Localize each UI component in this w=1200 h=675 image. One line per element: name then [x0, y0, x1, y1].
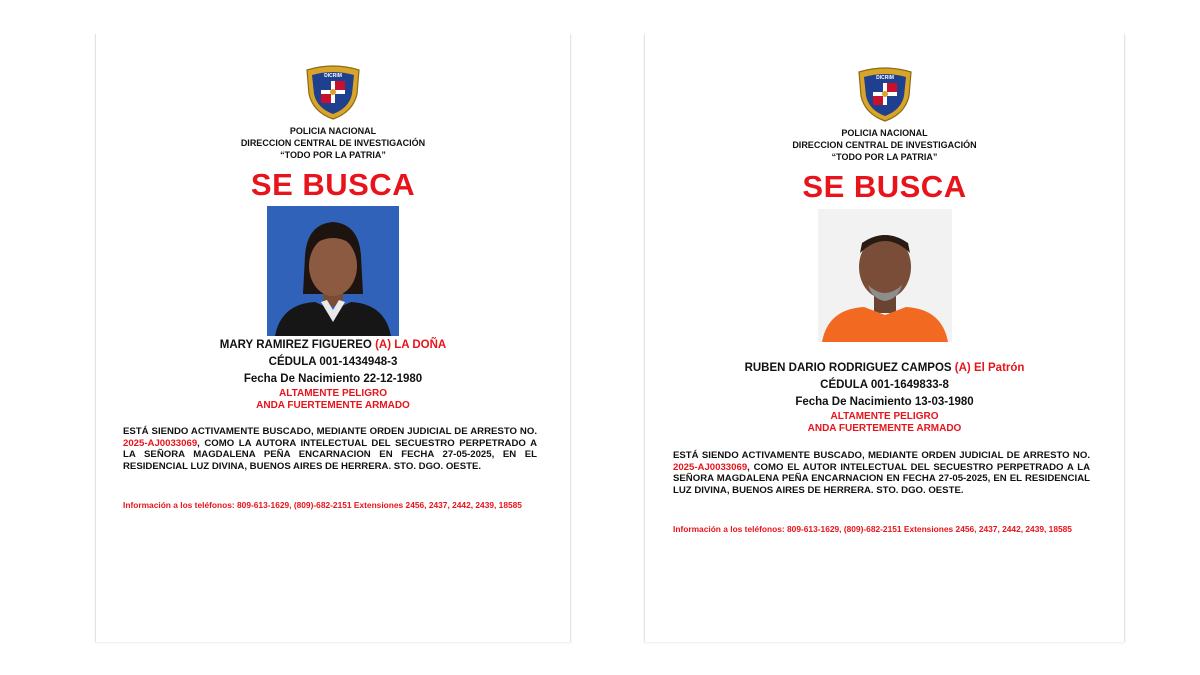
- description-text-end: , COMO LA AUTORA INTELECTUAL DEL SECUESTRO PERPETRADO A LA SEÑORA MAGDALENA PEÑA ENCARNACION EN FECHA 27-05-2025, EN EL RESIDENCIAL LUZ DIVINA, BUENOS AIRES DE HERRERA. STO. DGO. OESTE.: [123, 437, 537, 472]
- suspect-alias: (A) El Patrón: [954, 362, 1025, 374]
- warning-dangerous: ALTAMENTE PELIGRO: [830, 411, 939, 422]
- order-number: 2025-AJ0033069: [673, 461, 748, 473]
- description-text-start: ESTÁ SIENDO ACTIVAMENTE BUSCADO, MEDIANTE ORDEN JUDICIAL DE ARRESTO NO.: [123, 426, 537, 437]
- suspect-cedula: CÉDULA 001-1649833-8: [820, 379, 949, 391]
- se-busca-title: SE BUSCA: [250, 167, 416, 202]
- emblem-top-text: DICRIM: [324, 73, 342, 79]
- description-paragraph: [673, 450, 1090, 496]
- header-line-2: DIRECCION CENTRAL DE INVESTIGACIÓN: [792, 140, 977, 150]
- contact-phones: Información a los teléfonos: 809-613-1629, (809)-682-2151 Extensiones 2456, 2437, 2442, 2439, 18585: [673, 524, 1072, 534]
- warning-armed: ANDA FUERTEMENTE ARMADO: [807, 423, 962, 434]
- suspect-dob: Fecha De Nacimiento 22-12-1980: [243, 373, 423, 385]
- description-text-start: ESTÁ SIENDO ACTIVAMENTE BUSCADO, MEDIANTE ORDEN JUDICIAL DE ARRESTO NO.: [673, 450, 1090, 461]
- suspect-name: MARY RAMIREZ FIGUEREO: [219, 339, 372, 351]
- identity-block: [96, 337, 570, 412]
- suspect-name-line: [645, 360, 1124, 377]
- warning-dangerous: ALTAMENTE PELIGRO: [279, 388, 387, 399]
- header-line-3: “TODO POR LA PATRIA”: [280, 150, 386, 160]
- header-line-1: POLICIA NACIONAL: [841, 128, 928, 138]
- suspect-portrait-icon: [267, 206, 399, 336]
- suspect-name: RUBEN DARIO RODRIGUEZ CAMPOS: [744, 362, 952, 374]
- suspect-cedula: CÉDULA 001-1434948-3: [268, 356, 398, 368]
- header-line-3: “TODO POR LA PATRIA”: [831, 152, 938, 162]
- order-number: 2025-AJ0033069: [123, 437, 198, 449]
- suspect-alias: (A) LA DOÑA: [375, 339, 447, 351]
- suspect-name-line: [96, 337, 570, 354]
- suspect-photo: [267, 206, 399, 336]
- suspect-photo: [818, 209, 952, 342]
- suspect-portrait-icon: [818, 209, 952, 342]
- identity-block: [645, 360, 1124, 435]
- dicrim-shield-emblem-icon: [303, 64, 363, 120]
- contact-phones: Información a los teléfonos: 809-613-1629, (809)-682-2151 Extensiones 2456, 2437, 2442, 2439, 18585: [123, 500, 522, 510]
- description-paragraph: [123, 426, 537, 472]
- wanted-poster-right: [644, 34, 1125, 642]
- wanted-poster-left: [95, 34, 571, 642]
- description-text-end: , COMO EL AUTOR INTELECTUAL DEL SECUESTRO PERPETRADO A LA SEÑORA MAGDALENA PEÑA ENCARNACION EN FECHA 27-05-2025, EN EL RESIDENCIAL LUZ DIVINA, BUENOS AIRES DE HERRERA. STO. DGO. OESTE.: [673, 461, 1090, 496]
- header-block: [96, 125, 570, 161]
- dicrim-shield-emblem-icon: [855, 66, 915, 122]
- suspect-dob: Fecha De Nacimiento 13-03-1980: [795, 396, 974, 408]
- se-busca-title: SE BUSCA: [802, 169, 967, 204]
- emblem-top-text: DICRIM: [875, 75, 894, 81]
- header-block: [645, 127, 1124, 163]
- header-line-2: DIRECCION CENTRAL DE INVESTIGACIÓN: [240, 138, 426, 148]
- warning-armed: ANDA FUERTEMENTE ARMADO: [256, 400, 410, 411]
- header-line-1: POLICIA NACIONAL: [289, 126, 377, 136]
